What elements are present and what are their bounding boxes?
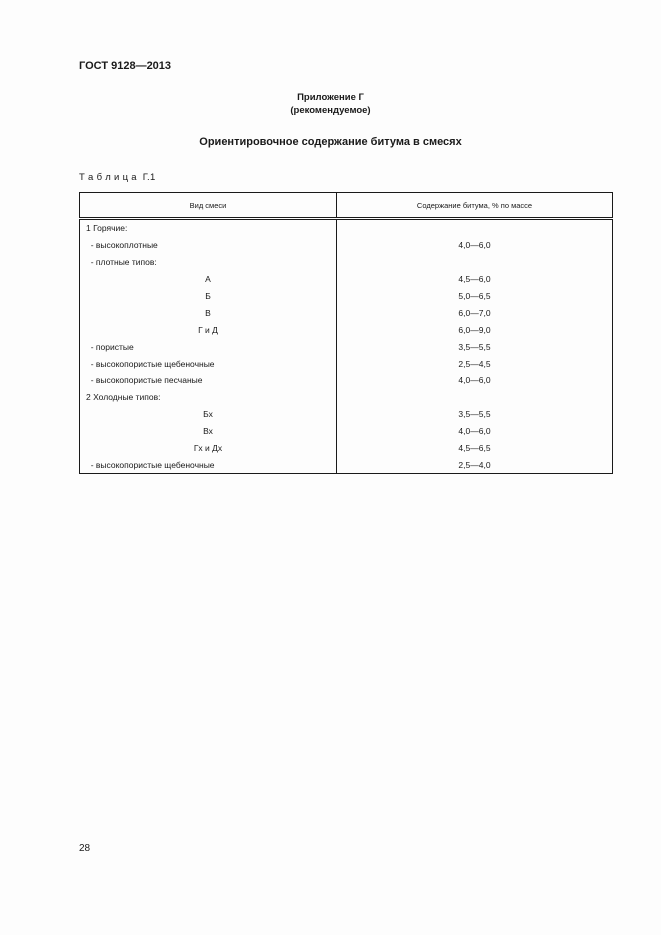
mix-type-cell: - высокопористые щебеночные bbox=[80, 355, 337, 372]
bitumen-content-cell: 5,0—6,5 bbox=[337, 288, 613, 305]
table-row bbox=[80, 355, 613, 372]
column-header-mix-type: Вид смеси bbox=[80, 193, 337, 219]
mix-type-cell: Вх bbox=[80, 423, 337, 440]
mix-type-cell: Бх bbox=[80, 406, 337, 423]
bitumen-content-cell: 6,0—9,0 bbox=[337, 321, 613, 338]
table-row bbox=[80, 389, 613, 406]
table-row bbox=[80, 406, 613, 423]
table-header-row bbox=[80, 193, 613, 219]
table-row bbox=[80, 338, 613, 355]
bitumen-table bbox=[79, 192, 613, 474]
table-row bbox=[80, 423, 613, 440]
bitumen-content-cell: 3,5—5,5 bbox=[337, 406, 613, 423]
annex-heading bbox=[0, 91, 661, 117]
bitumen-content-cell: 3,5—5,5 bbox=[337, 338, 613, 355]
mix-type-cell: - плотные типов: bbox=[80, 254, 337, 271]
table-row bbox=[80, 456, 613, 473]
table-row bbox=[80, 440, 613, 457]
mix-type-cell: 2 Холодные типов: bbox=[80, 389, 337, 406]
bitumen-content-cell: 2,5—4,5 bbox=[337, 355, 613, 372]
document-code: ГОСТ 9128—2013 bbox=[79, 60, 172, 72]
bitumen-content-cell: 4,0—6,0 bbox=[337, 423, 613, 440]
bitumen-content-cell: 4,0—6,0 bbox=[337, 372, 613, 389]
mix-type-cell: А bbox=[80, 271, 337, 288]
annex-title: Приложение Г bbox=[297, 92, 364, 103]
bitumen-content-cell: 6,0—7,0 bbox=[337, 304, 613, 321]
bitumen-content-cell: 4,5—6,5 bbox=[337, 440, 613, 457]
bitumen-content-cell bbox=[337, 219, 613, 237]
page-title: Ориентировочное содержание битума в смесях bbox=[199, 136, 462, 148]
bitumen-content-cell: 4,0—6,0 bbox=[337, 237, 613, 254]
table-row bbox=[80, 271, 613, 288]
table-row bbox=[80, 372, 613, 389]
table-caption: Т а б л и ц а Г.1 bbox=[79, 172, 156, 183]
mix-type-cell: Б bbox=[80, 288, 337, 305]
bitumen-content-cell: 4,5—6,0 bbox=[337, 271, 613, 288]
bitumen-content-cell bbox=[337, 254, 613, 271]
column-header-bitumen-content: Содержание битума, % по массе bbox=[337, 193, 613, 219]
table-row bbox=[80, 219, 613, 237]
bitumen-content-cell: 2,5—4,0 bbox=[337, 456, 613, 473]
table-row bbox=[80, 237, 613, 254]
mix-type-cell: Гх и Дх bbox=[80, 440, 337, 457]
table-row bbox=[80, 254, 613, 271]
annex-subtitle: (рекомендуемое) bbox=[290, 105, 371, 116]
mix-type-cell: В bbox=[80, 304, 337, 321]
mix-type-cell: - высокоплотные bbox=[80, 237, 337, 254]
bitumen-content-cell bbox=[337, 389, 613, 406]
table-row bbox=[80, 321, 613, 338]
mix-type-cell: - высокопористые песчаные bbox=[80, 372, 337, 389]
mix-type-cell: - высокопористые щебеночные bbox=[80, 456, 337, 473]
mix-type-cell: Г и Д bbox=[80, 321, 337, 338]
mix-type-cell: 1 Горячие: bbox=[80, 219, 337, 237]
table-row bbox=[80, 288, 613, 305]
table-row bbox=[80, 304, 613, 321]
page-number: 28 bbox=[79, 843, 91, 854]
mix-type-cell: - пористые bbox=[80, 338, 337, 355]
